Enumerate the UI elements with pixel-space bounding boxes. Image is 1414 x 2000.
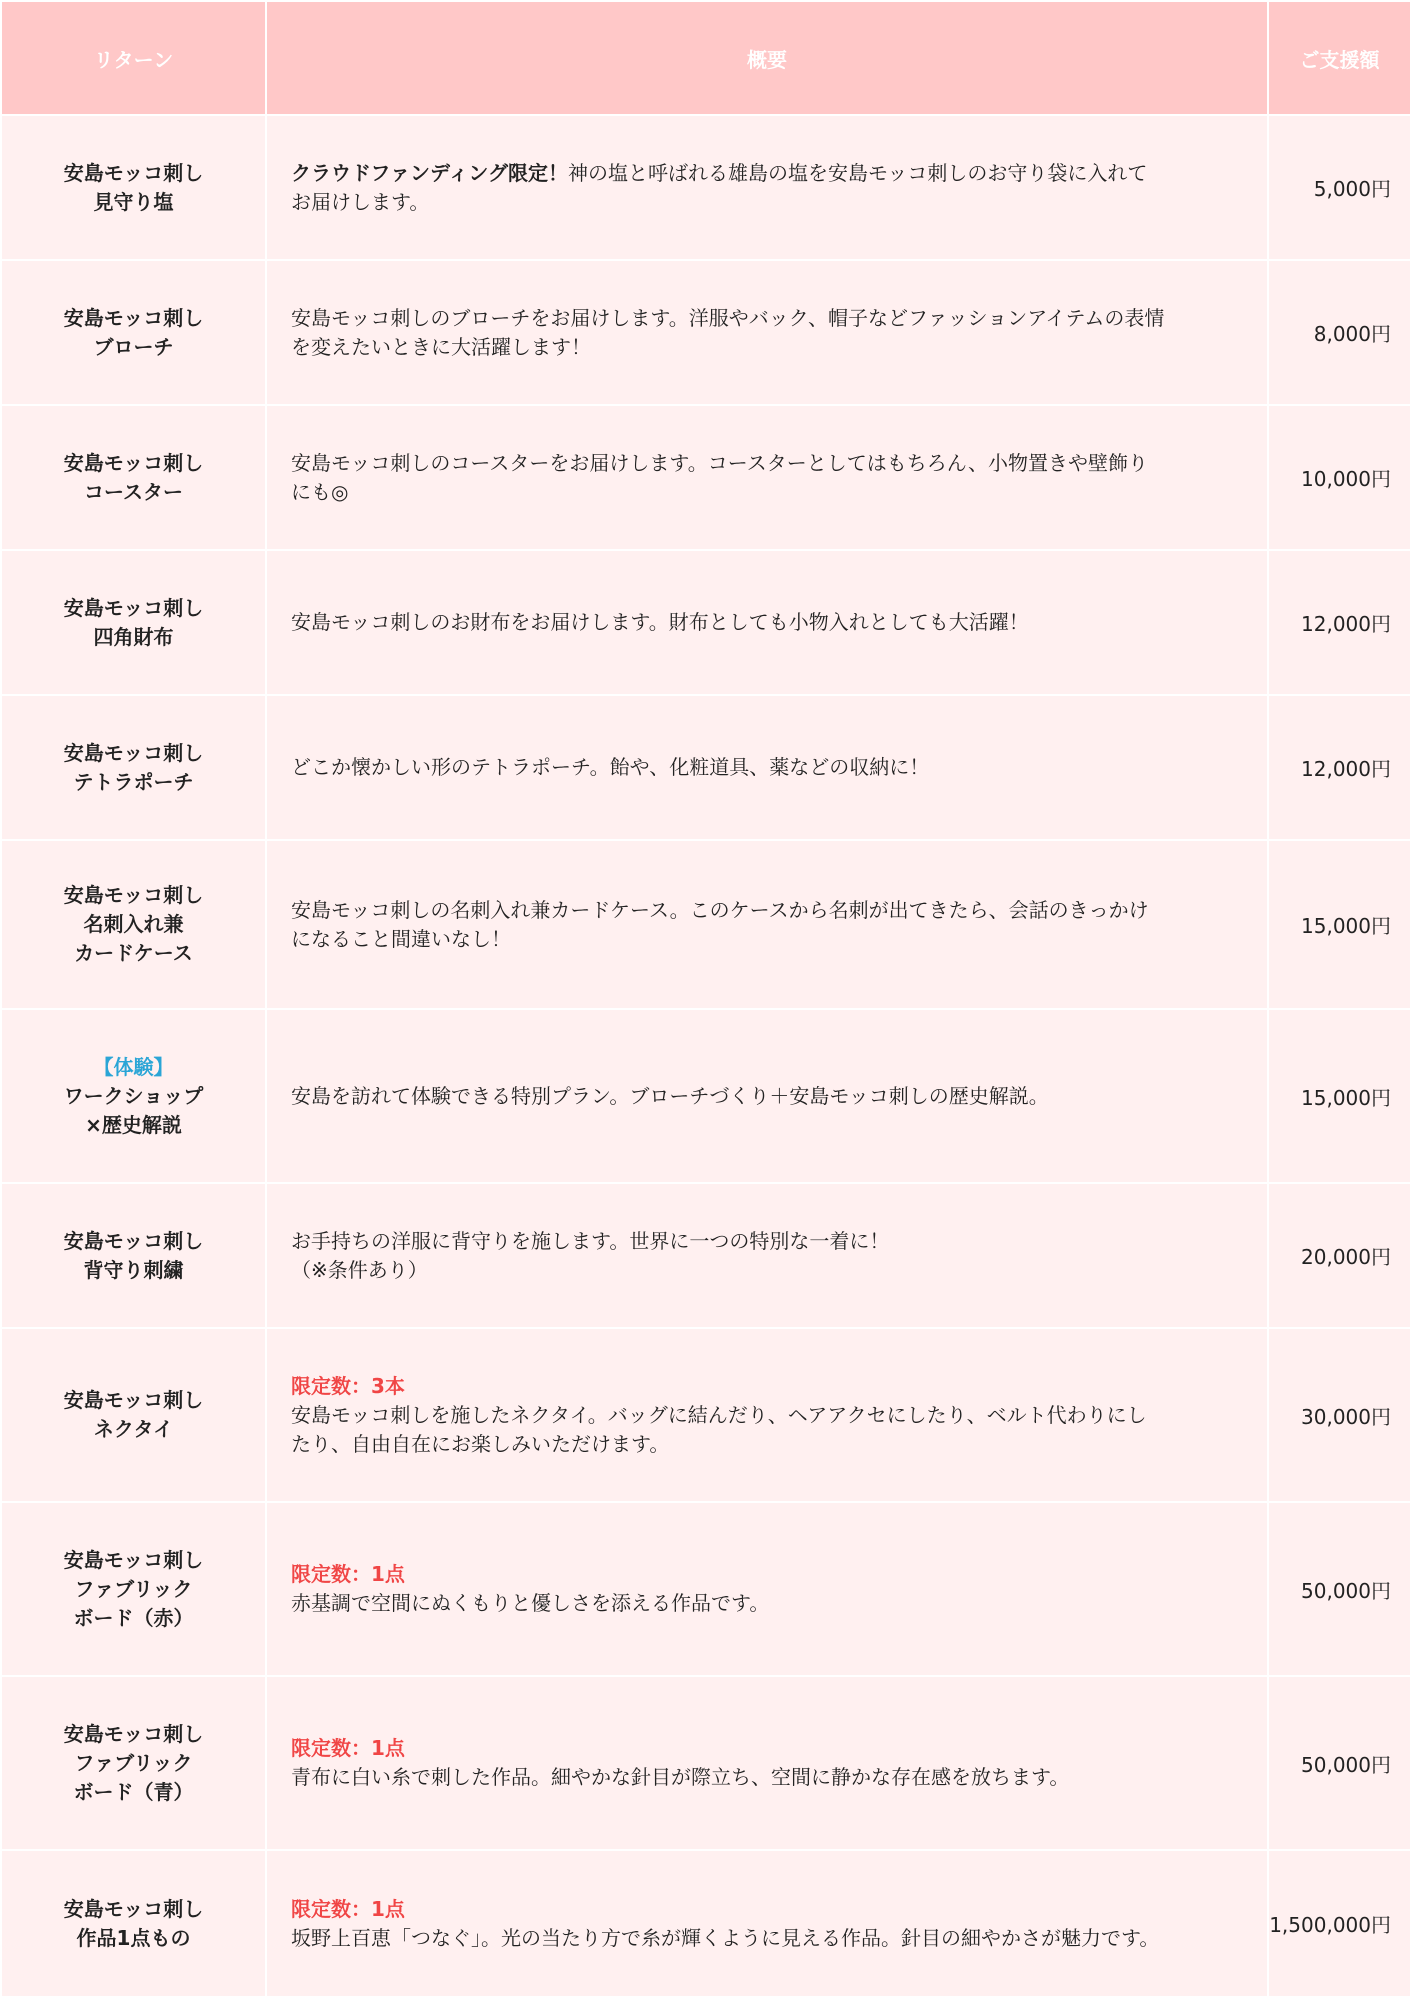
summary-line [291,188,1247,217]
return-name-line: 安島モッコ刺し [63,305,204,330]
summary-line [291,478,1247,507]
summary-line [291,1430,1247,1459]
return-name-line: ネクタイ [93,1417,174,1441]
return-name-line: 安島モッコ刺し [63,1228,204,1253]
return-summary-cell [267,551,1267,694]
return-name-cell [2,551,265,694]
summary-text: 安島モッコ刺しの名刺入れ兼カードケース。このケースから名刺が出てきたら、会話のきっかけ [291,897,1149,922]
experience-tag: 【体験】 [93,1054,174,1079]
summary-text: 安島モッコ刺しのブローチをお届けします。洋服やバック、帽子などファッションアイテムの表情 [291,305,1165,330]
amount-value: 5,000円 [1313,177,1391,201]
return-name-cell [2,1851,265,1996]
return-amount-cell [1269,1503,1410,1675]
return-name-cell [2,696,265,839]
return-name-line: 安島モッコ刺し [63,595,204,620]
header-return: リターン [2,2,265,114]
amount-value: 30,000円 [1301,1404,1391,1429]
return-name-cell [2,1010,265,1182]
summary-line [291,1763,1247,1792]
return-summary-cell [267,841,1267,1008]
return-name-line: ボード（青） [73,1779,194,1804]
return-name-line: 名刺入れ兼 [83,912,184,936]
return-name-cell [2,1329,265,1501]
return-name-line: 安島モッコ刺し [63,1896,204,1921]
return-summary-cell [267,1677,1267,1849]
amount-value: 8,000円 [1313,322,1391,346]
return-name-line: ファブリック [74,1750,193,1775]
summary-text: 安島モッコ刺しのお財布をお届けします。財布としても小物入れとしても大活躍！ [291,610,1029,634]
return-amount-cell [1269,1010,1410,1182]
summary-line [291,1589,1247,1618]
return-name-line: 安島モッコ刺し [63,160,204,185]
header-summary: 概要 [267,2,1267,114]
summary-text: 安島を訪れて体験できる特別プラン。ブローチづくり＋安島モッコ刺しの歴史解説。 [291,1083,1049,1108]
summary-line [291,1924,1247,1953]
return-amount-cell [1269,696,1410,839]
return-summary-cell [267,1184,1267,1327]
return-name-line: 安島モッコ刺し [63,450,204,475]
return-name-cell [2,841,265,1008]
return-summary-cell [267,696,1267,839]
return-amount-cell [1269,1329,1410,1501]
return-name-cell [2,1677,265,1849]
summary-text: たり、自由自在にお楽しみいただけます。 [291,1431,670,1456]
return-amount-cell [1269,1184,1410,1327]
return-amount-cell [1269,1677,1410,1849]
summary-line [291,753,1247,782]
return-name-line: 見守り塩 [93,189,174,214]
summary-line [291,333,1247,362]
return-name-line: ブローチ [93,334,174,359]
return-name-line: 安島モッコ刺し [63,1547,204,1572]
summary-text: （※条件あり） [291,1257,428,1282]
summary-text: を変えたいときに大活躍します！ [291,334,591,359]
amount-value: 1,500,000円 [1269,1913,1391,1937]
amount-value: 10,000円 [1301,467,1391,491]
return-name-line: ファブリック [74,1576,193,1601]
return-summary-cell [267,1851,1267,1996]
summary-text: 青布に白い糸で刺した作品。細やかな針目が際立ち、空間に静かな存在感を放ちます。 [291,1765,1070,1789]
amount-value: 50,000円 [1301,1752,1391,1777]
return-name-line: 作品1点もの [76,1925,191,1950]
limit-label: 限定数：3本 [291,1373,405,1398]
amount-value: 12,000円 [1301,757,1391,781]
return-summary-cell [267,1503,1267,1675]
limit-label: 限定数：1点 [291,1896,405,1921]
return-summary-cell [267,1010,1267,1182]
return-name-line: 安島モッコ刺し [63,1721,204,1746]
return-name-line: 安島モッコ刺し [63,883,204,907]
summary-text: お手持ちの洋服に背守りを施します。世界に一つの特別な一着に！ [291,1228,890,1253]
summary-lead: クラウドファンディング限定！ [291,160,568,185]
return-name-line: カードケース [74,941,193,965]
amount-value: 15,000円 [1301,1085,1391,1110]
return-name-line: ワークショップ [63,1083,204,1108]
return-name-line: コースター [84,479,183,504]
summary-line [291,1256,1247,1285]
summary-line [291,1082,1247,1111]
return-name-line: ×歴史解説 [85,1112,182,1137]
summary-text: 神の塩と呼ばれる雄島の塩を安島モッコ刺しのお守り袋に入れて [568,160,1148,185]
return-name-line: ボード（赤） [73,1605,194,1630]
return-summary-cell [267,406,1267,549]
amount-value: 50,000円 [1301,1578,1391,1603]
return-name-line: 四角財布 [93,624,174,649]
return-name-line: 背守り刺繍 [83,1257,184,1282]
return-name-line: 安島モッコ刺し [63,740,204,765]
summary-line [291,304,1247,333]
summary-line [291,1401,1247,1430]
return-amount-cell [1269,841,1410,1008]
summary-line [291,925,1247,954]
return-summary-cell [267,261,1267,404]
summary-line [291,1227,1247,1256]
return-name-cell [2,116,265,259]
return-amount-cell [1269,406,1410,549]
summary-text: にも◎ [291,479,349,504]
summary-text: お届けします。 [291,189,430,214]
summary-line [291,896,1247,925]
summary-text: 安島モッコ刺しを施したネクタイ。バッグに結んだり、ヘアアクセにしたり、ベルト代わりにし [291,1402,1147,1427]
return-summary-cell [267,1329,1267,1501]
summary-text: 坂野上百恵「つなぐ」。光の当たり方で糸が輝くように見える作品。針目の細やかさが魅力です。 [291,1925,1160,1950]
limit-label: 限定数：1点 [291,1736,405,1760]
header-amount: ご支援額 [1269,2,1410,114]
amount-value: 12,000円 [1301,612,1391,636]
limit-label: 限定数：1点 [291,1562,405,1586]
return-amount-cell [1269,1851,1410,1996]
amount-value: 15,000円 [1301,914,1391,938]
amount-value: 20,000円 [1301,1245,1391,1269]
return-name-cell [2,406,265,549]
summary-text: どこか懐かしい形のテトラポーチ。飴や、化粧道具、薬などの収納に！ [291,755,930,779]
summary-line [291,608,1247,637]
return-name-line: 安島モッコ刺し [63,1388,204,1412]
return-amount-cell [1269,551,1410,694]
return-name-cell [2,261,265,404]
return-summary-cell [267,116,1267,259]
return-amount-cell [1269,261,1410,404]
summary-line [291,449,1247,478]
summary-line [291,159,1247,188]
summary-text: 安島モッコ刺しのコースターをお届けします。コースターとしてはもちろん、小物置きや壁飾り [291,450,1148,475]
return-amount-cell [1269,116,1410,259]
return-name-line: テトラポーチ [73,769,194,794]
summary-text: 赤基調で空間にぬくもりと優しさを添える作品です。 [291,1591,770,1615]
return-name-cell [2,1503,265,1675]
summary-text: になること間違いなし！ [291,926,511,951]
return-name-cell [2,1184,265,1327]
returns-table [2,2,1410,1996]
